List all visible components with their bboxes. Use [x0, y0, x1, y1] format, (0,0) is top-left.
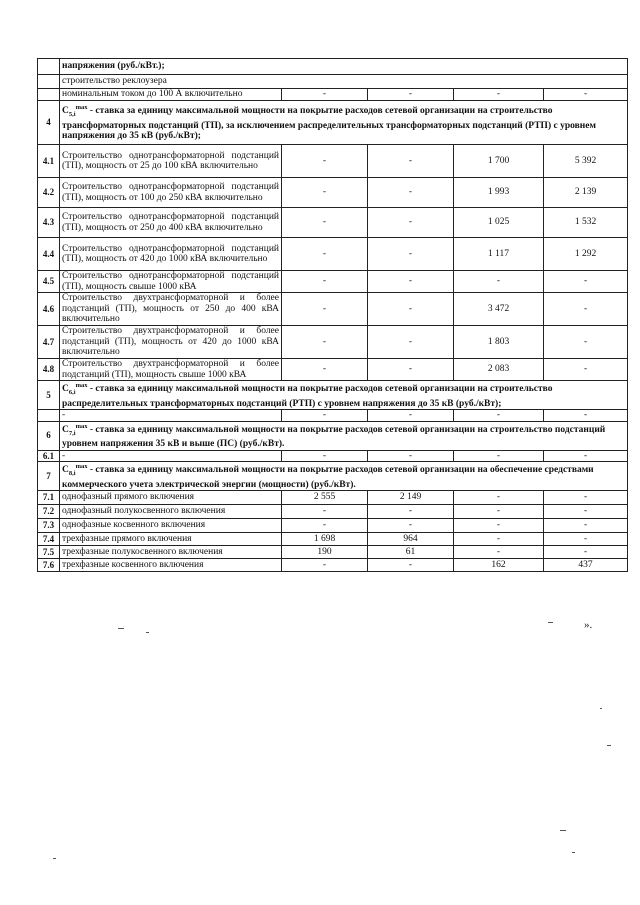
row-value: -: [454, 271, 544, 293]
section-heading-row: [38, 462, 628, 491]
row-number: 4.1: [38, 145, 60, 178]
row-description: трехфазные косвенного включения: [60, 559, 282, 572]
row-description: Строительство однотрансформаторной подстанций (ТП), мощность от 420 до 1000 кВА включительно: [60, 238, 282, 271]
rate-code: С: [62, 106, 69, 117]
scan-speck: [53, 858, 56, 859]
row-value: -: [368, 238, 454, 271]
row-description: однофазные косвенного включения: [60, 519, 282, 533]
row-value: -: [454, 546, 544, 559]
rate-subscript: 6,i: [68, 389, 76, 397]
row-value: -: [544, 89, 628, 101]
row-value: -: [282, 359, 368, 381]
row-value: 2 555: [282, 491, 368, 505]
section-number: 5: [38, 381, 60, 410]
row-value: -: [454, 450, 544, 462]
row-value: -: [368, 178, 454, 208]
tariff-table: [37, 58, 628, 572]
row-value: -: [282, 293, 368, 326]
row-description: номинальным током до 100 А включительно: [60, 89, 282, 101]
row-value: 2 149: [368, 491, 454, 505]
rate-superscript: max: [75, 104, 88, 112]
row-number: [38, 410, 60, 422]
row-number: 6.1: [38, 450, 60, 462]
tariff-table-sheet: [37, 58, 627, 572]
table-row: [38, 533, 628, 546]
row-value: -: [368, 505, 454, 519]
row-value: -: [544, 491, 628, 505]
row-description: однофазный полукосвенного включения: [60, 505, 282, 519]
section-heading-text: - ставка за единицу максимальной мощности на покрытие расходов сетевой организации на обеспечение средствами коммерческого учета электрической энергии (мощности) (руб./кВт).: [62, 465, 594, 490]
rate-subscript: 8,i: [68, 470, 76, 478]
row-value: -: [282, 450, 368, 462]
row-value: 1 292: [544, 238, 628, 271]
row-description: Строительство двухтрансформаторной и более подстанций (ТП), мощность от 420 до 1000 кВА включительно: [60, 326, 282, 359]
row-value: 437: [544, 559, 628, 572]
table-row: [38, 450, 628, 462]
section-number: 7: [38, 462, 60, 491]
row-value: -: [544, 533, 628, 546]
table-row: [38, 293, 628, 326]
row-number: 4.4: [38, 238, 60, 271]
rate-code: С: [62, 424, 69, 435]
section-heading-text: - ставка за единицу максимальной мощности на покрытие расходов сетевой организации на строительство распределительных трансформаторных подстанций (РТП) с уровнем напряжения до 35 кВ (руб./кВт);: [62, 384, 553, 409]
table-row: [38, 505, 628, 519]
scan-speck: [600, 708, 602, 709]
row-value: 61: [368, 546, 454, 559]
row-value: 1 117: [454, 238, 544, 271]
row-description: -: [60, 450, 282, 462]
row-value: 964: [368, 533, 454, 546]
row-number: 4.8: [38, 359, 60, 381]
scan-speck: [560, 830, 566, 831]
table-row: [38, 410, 628, 422]
row-value: 1 993: [454, 178, 544, 208]
row-value: -: [368, 208, 454, 238]
rate-subscript: 7,i: [68, 429, 76, 437]
row-number: [38, 59, 60, 75]
row-value: -: [282, 178, 368, 208]
rate-superscript: max: [75, 463, 88, 471]
row-number: 4.5: [38, 271, 60, 293]
row-value: -: [368, 89, 454, 101]
section-heading: [60, 101, 628, 145]
section-heading: [60, 462, 628, 491]
rate-superscript: max: [75, 422, 88, 430]
table-row: [38, 89, 628, 101]
header-row: [38, 59, 628, 75]
row-value: 3 472: [454, 293, 544, 326]
scan-speck: [607, 745, 611, 746]
row-value: 1 698: [282, 533, 368, 546]
row-value: 190: [282, 546, 368, 559]
scan-speck: [118, 628, 124, 629]
row-number: 7.5: [38, 546, 60, 559]
row-number: 4.3: [38, 208, 60, 238]
row-value: -: [544, 505, 628, 519]
section-heading-text: - ставка за единицу максимальной мощности на покрытие расходов сетевой организации на строительство трансформаторных подстанций (ТП), за исключением распределительных трансформаторных подстанций (РТП) с уровнем напряжения до 35 кВ (руб./кВт);: [62, 106, 596, 142]
row-value: -: [282, 505, 368, 519]
table-row: [38, 208, 628, 238]
row-number: 7.4: [38, 533, 60, 546]
rate-superscript: max: [75, 382, 88, 389]
row-value: 1 803: [454, 326, 544, 359]
table-row: [38, 238, 628, 271]
row-description: Строительство однотрансформаторной подстанций (ТП), мощность от 100 до 250 кВА включительно: [60, 178, 282, 208]
row-value: -: [368, 519, 454, 533]
table-row: [38, 359, 628, 381]
header-row-text: напряжения (руб./кВт.);: [60, 59, 628, 75]
section-number: 4: [38, 101, 60, 145]
row-description: однофазный прямого включения: [60, 491, 282, 505]
row-description: -: [60, 410, 282, 422]
header-row-text: строительство реклоузера: [60, 75, 628, 89]
row-value: -: [282, 519, 368, 533]
row-description: трехфазные полукосвенного включения: [60, 546, 282, 559]
scan-speck: [572, 852, 575, 853]
rate-code: С: [62, 465, 69, 476]
row-value: -: [368, 359, 454, 381]
row-value: -: [282, 89, 368, 101]
closing-quote-mark: ».: [584, 619, 593, 631]
table-row: [38, 546, 628, 559]
row-value: -: [368, 145, 454, 178]
row-value: -: [544, 410, 628, 422]
table-row: [38, 178, 628, 208]
rate-code: С: [62, 384, 69, 395]
row-value: -: [282, 326, 368, 359]
row-value: -: [454, 505, 544, 519]
tariff-table-body: [38, 59, 628, 572]
row-number: 4.2: [38, 178, 60, 208]
row-value: -: [544, 546, 628, 559]
row-value: -: [454, 491, 544, 505]
row-value: -: [454, 410, 544, 422]
row-value: -: [368, 293, 454, 326]
row-value: 1 700: [454, 145, 544, 178]
row-value: -: [454, 89, 544, 101]
row-description: Строительство однотрансформаторной подстанций (ТП), мощность от 25 до 100 кВА включительно: [60, 145, 282, 178]
row-value: -: [282, 271, 368, 293]
row-value: -: [282, 410, 368, 422]
row-value: -: [544, 359, 628, 381]
row-value: -: [544, 519, 628, 533]
row-description: трехфазные прямого включения: [60, 533, 282, 546]
row-value: -: [454, 519, 544, 533]
table-row: [38, 559, 628, 572]
row-value: -: [544, 271, 628, 293]
row-value: 2 083: [454, 359, 544, 381]
row-value: -: [282, 208, 368, 238]
row-value: 1 532: [544, 208, 628, 238]
row-value: -: [544, 293, 628, 326]
row-value: -: [454, 533, 544, 546]
row-description: Строительство однотрансформаторной подстанций (ТП), мощность от 250 до 400 кВА включительно: [60, 208, 282, 238]
section-heading-row: [38, 381, 628, 410]
row-number: 7.6: [38, 559, 60, 572]
scan-speck: [548, 622, 553, 623]
section-number: 6: [38, 421, 60, 450]
section-heading-row: [38, 101, 628, 145]
row-value: -: [544, 450, 628, 462]
row-number: 7.3: [38, 519, 60, 533]
row-description: Строительство однотрансформаторной подстанций (ТП), мощность свыше 1000 кВА: [60, 271, 282, 293]
row-value: -: [368, 410, 454, 422]
section-heading: [60, 381, 628, 410]
rate-subscript: 5,i: [68, 111, 76, 119]
row-number: [38, 89, 60, 101]
row-number: 7.1: [38, 491, 60, 505]
row-value: -: [368, 326, 454, 359]
row-number: 7.2: [38, 505, 60, 519]
scan-speck: [146, 632, 149, 633]
row-value: -: [368, 559, 454, 572]
section-heading: [60, 421, 628, 450]
header-row: [38, 75, 628, 89]
row-value: 5 392: [544, 145, 628, 178]
row-value: 162: [454, 559, 544, 572]
table-row: [38, 271, 628, 293]
row-value: -: [282, 559, 368, 572]
row-value: -: [282, 145, 368, 178]
row-value: -: [544, 326, 628, 359]
table-row: [38, 326, 628, 359]
table-row: [38, 519, 628, 533]
section-heading-text: - ставка за единицу максимальной мощности на покрытие расходов сетевой организации на строительство подстанций уровнем напряжения 35 кВ и выше (ПС) (руб./кВт).: [62, 424, 606, 450]
table-row: [38, 491, 628, 505]
row-number: 4.6: [38, 293, 60, 326]
table-row: [38, 145, 628, 178]
row-value: -: [368, 450, 454, 462]
row-value: -: [282, 238, 368, 271]
row-value: -: [368, 271, 454, 293]
row-number: 4.7: [38, 326, 60, 359]
row-value: 2 139: [544, 178, 628, 208]
section-heading-row: [38, 421, 628, 450]
row-description: Строительство двухтрансформаторной и более подстанций (ТП), мощность от 250 до 400 кВА включительно: [60, 293, 282, 326]
row-value: 1 025: [454, 208, 544, 238]
row-number: [38, 75, 60, 89]
row-description: Строительство двухтрансформаторной и более подстанций (ТП), мощность свыше 1000 кВА: [60, 359, 282, 381]
